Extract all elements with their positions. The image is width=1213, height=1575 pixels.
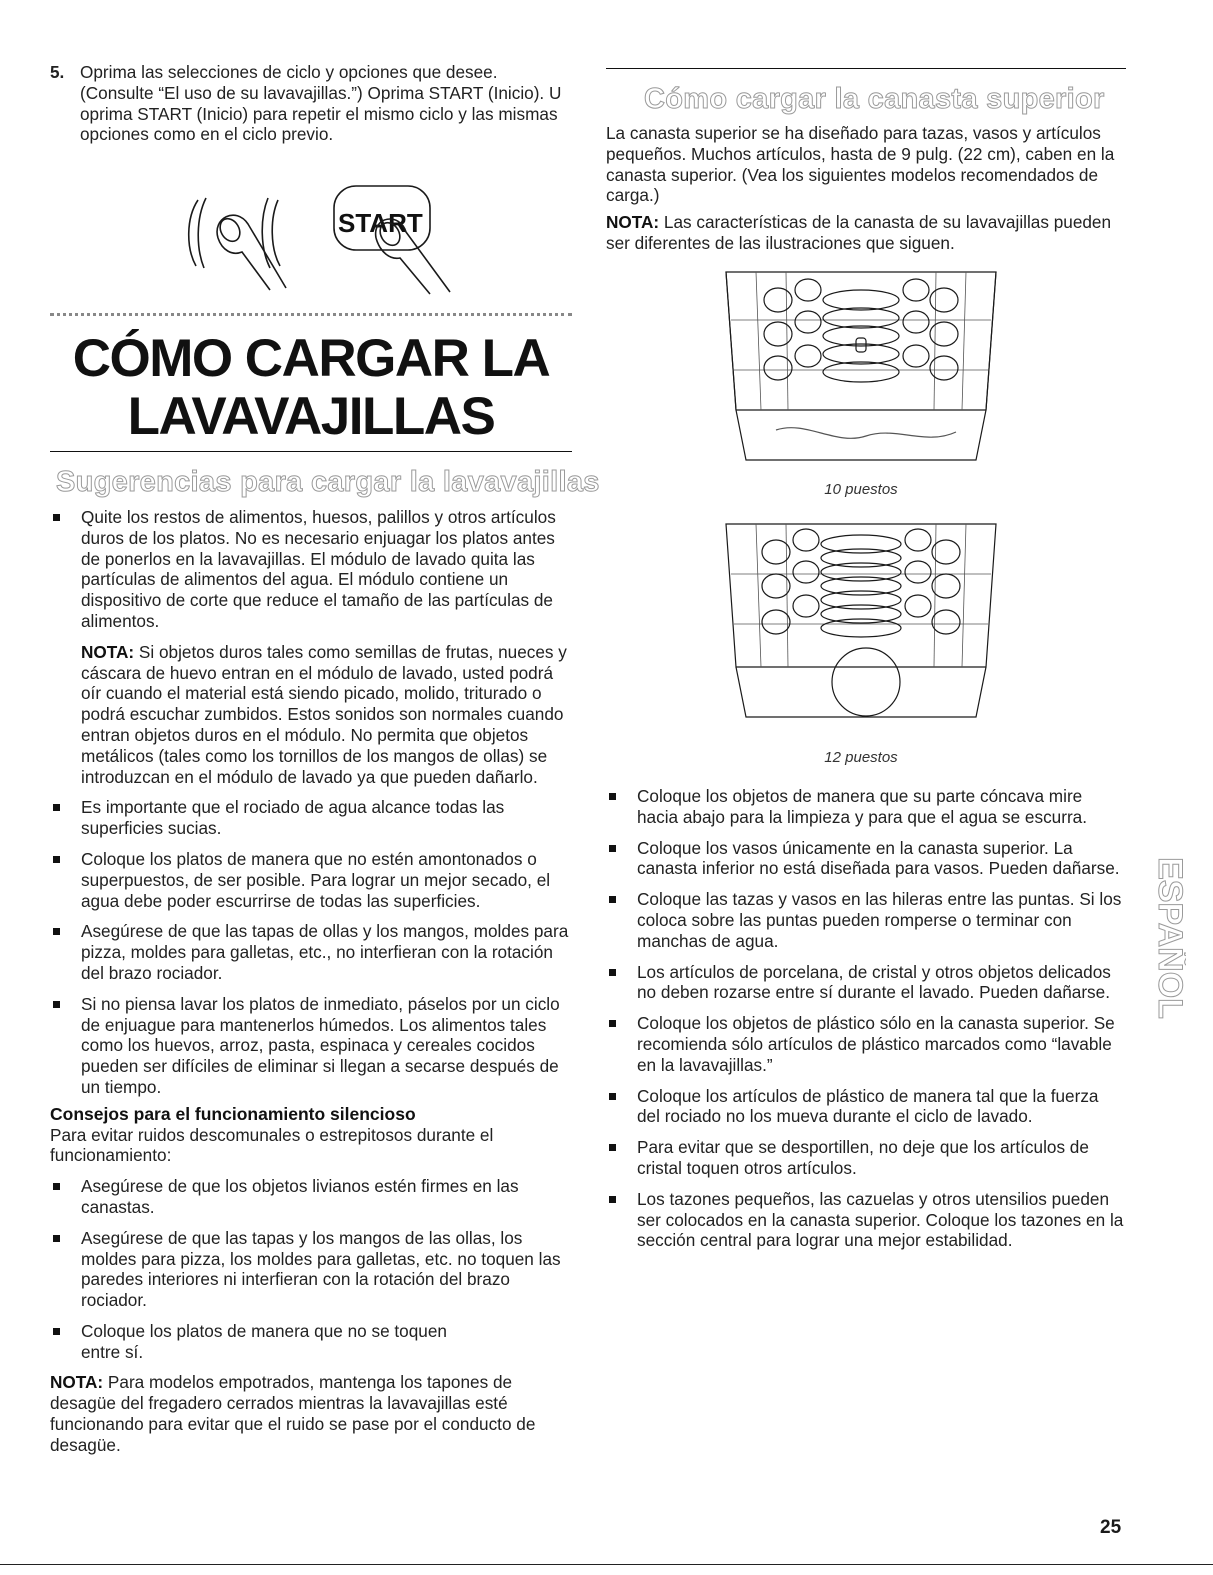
list-item: Si no piensa lavar los platos de inmediato, páselos por un ciclo de enjuague para mantenerlos húmedos. Los alimentos tales como los huevos, arroz, pasta, espinaca y cereales cocidos pueden ser difíciles de eliminar si llegan a secarse después de un tiempo.: [50, 994, 572, 1098]
bullet-icon: [53, 1001, 60, 1008]
left-body: [50, 507, 572, 1456]
bullet-icon: [609, 1144, 616, 1151]
caption-10-puestos: 10 puestos: [824, 481, 898, 498]
page-number: 25: [1100, 1517, 1122, 1538]
section-rule: [606, 68, 1126, 69]
rack-illustration-10: [716, 260, 1006, 470]
nota-1: NOTA: Si objetos duros tales como semillas de frutas, nueces y cáscara de huevo entran en el módulo de lavado, usted podrá oír cuando el material está siendo picado, molido, triturado o podrá escuchar zumbidos. Estos sonidos son normales cuando entran objetos duros en el módulo. No permita que objetos metálicos (tales como los tornillos de los mangos de ollas) se introduzcan en el módulo de lavado ya que pueden dañarlo.: [81, 641, 567, 787]
list-item: Coloque los vasos únicamente en la canasta superior. La canasta inferior no está diseñada para vasos. Pueden dañarse.: [606, 838, 1126, 880]
divider: [50, 313, 572, 316]
list-item: Coloque los platos de manera que no estén amontonados o superpuestos, de ser posible. Para lograr un mejor secado, el agua debe poder escurrirse de todas las superficies.: [50, 849, 572, 911]
bullet-icon: [609, 1020, 616, 1027]
nota-canasta: NOTA: Las características de la canasta de su lavavajillas pueden ser diferentes de las ilustraciones que siguen.: [606, 212, 1112, 253]
bullet-icon: [53, 1183, 60, 1190]
list-item: Coloque los objetos de plástico sólo en la canasta superior. Se recomienda sólo artículos de plástico marcados como “lavable en la lavavajillas.”: [606, 1013, 1126, 1075]
list-item: Quite los restos de alimentos, huesos, palillos y otros artículos duros de los platos. No es necesario enjuagar los platos antes de ponerlos en la lavavajillas. El módulo de lavado quita las partículas de alimentos del agua. El módulo contiene un dispositivo de corte que reduce el tamaño de las partículas de alimentos.: [50, 507, 572, 632]
list-item: Es importante que el rociado de agua alcance todas las superficies sucias.: [50, 797, 572, 839]
list-item: Para evitar que se desportillen, no deje que los artículos de cristal toquen otros artículos.: [606, 1137, 1126, 1179]
page-title: [50, 330, 572, 446]
list-item: Los tazones pequeños, las cazuelas y otros utensilios pueden ser colocados en la canasta superior. Coloque los tazones en la sección central para lograr una mejor estabilidad.: [606, 1189, 1126, 1251]
bullet-icon: [53, 804, 60, 811]
bullet-icon: [609, 793, 616, 800]
bullet-icon: [53, 856, 60, 863]
footer-rule: [0, 1564, 1213, 1565]
bullet-icon: [609, 845, 616, 852]
bullet-icon: [53, 1328, 60, 1335]
list-item: Coloque los artículos de plástico de manera tal que la fuerza del rociado no los mueva durante el ciclo de lavado.: [606, 1086, 1126, 1128]
quiet-intro: Para evitar ruidos descomunales o estrepitosos durante el funcionamiento:: [50, 1124, 494, 1166]
list-item: Los artículos de porcelana, de cristal y otros objetos delicados no deben rozarse entre sí durante el lavado. Pueden dañarse.: [606, 962, 1126, 1004]
start-label: START: [338, 208, 423, 238]
step-5: [50, 62, 572, 145]
bullet-icon: [609, 969, 616, 976]
caption-12-puestos: 12 puestos: [824, 749, 898, 766]
list-item: Coloque los platos de manera que no se toquen entre sí.: [50, 1321, 572, 1363]
subheading-quiet: Consejos para el funcionamiento silencioso: [50, 1103, 416, 1124]
language-side-tab: [1150, 818, 1186, 1058]
svg-text:ESPAÑOL: ESPAÑOL: [1151, 857, 1186, 1019]
list-item: Coloque las tazas y vasos en las hileras entre las puntas. Si los coloca sobre las puntas pueden romperse o terminar con manchas de agua.: [606, 889, 1126, 951]
bullet-icon: [53, 928, 60, 935]
section-title-canasta: Cómo cargar la canasta superior: [644, 83, 1105, 115]
title-line-1: CÓMO CARGAR LA: [72, 329, 550, 388]
right-intro: La canasta superior se ha diseñado para tazas, vasos y artículos pequeños. Muchos artículos, hasta de 9 pulg. (22 cm), caben en la canasta superior. (Vea los siguientes modelos recomendados de carga.) NOTA: Las características de la canasta de su lavavajillas pueden ser diferentes de las ilustraciones que siguen.: [606, 123, 1126, 254]
step-number: 5.: [50, 62, 65, 82]
rack-illustration-12: [716, 512, 1006, 727]
title-line-2: LAVAVAJILLAS: [127, 387, 495, 446]
bullet-icon: [53, 514, 60, 521]
button-press-illustration: [138, 178, 538, 296]
bullet-icon: [609, 1093, 616, 1100]
list-item: Asegúrese de que las tapas y los mangos de las ollas, los moldes para pizza, los moldes para galletas, etc. no toquen las paredes interiores ni interfieran con la rotación del brazo rociador.: [50, 1228, 572, 1311]
right-bullets: [606, 786, 1126, 1261]
bullet-icon: [609, 1196, 616, 1203]
list-item: Asegúrese de que los objetos livianos estén firmes en las canastas.: [50, 1176, 572, 1218]
bullet-icon: [53, 1235, 60, 1242]
section-rule: [50, 451, 572, 452]
nota-2: NOTA: Para modelos empotrados, mantenga los tapones de desagüe del fregadero cerrados mientras la lavavajillas esté funcionando para evitar que el ruido se pase por el conducto de desagüe.: [50, 1372, 536, 1455]
section-title-sugerencias: Sugerencias para cargar la lavavajillas: [56, 466, 600, 498]
list-item: Asegúrese de que las tapas de ollas y los mangos, moldes para pizza, moldes para galletas, etc., no interfieran con la rotación del brazo rociador.: [50, 921, 572, 983]
step-text: Oprima las selecciones de ciclo y opciones que desee. (Consulte “El uso de su lavavajillas.”) Oprima START (Inicio). U oprima START (Inicio) para repetir el mismo ciclo y las mismas opciones como en el ciclo previo.: [80, 62, 562, 145]
list-item: Coloque los objetos de manera que su parte cóncava mire hacia abajo para la limpieza y para que el agua se escurra.: [606, 786, 1126, 828]
bullet-icon: [609, 896, 616, 903]
